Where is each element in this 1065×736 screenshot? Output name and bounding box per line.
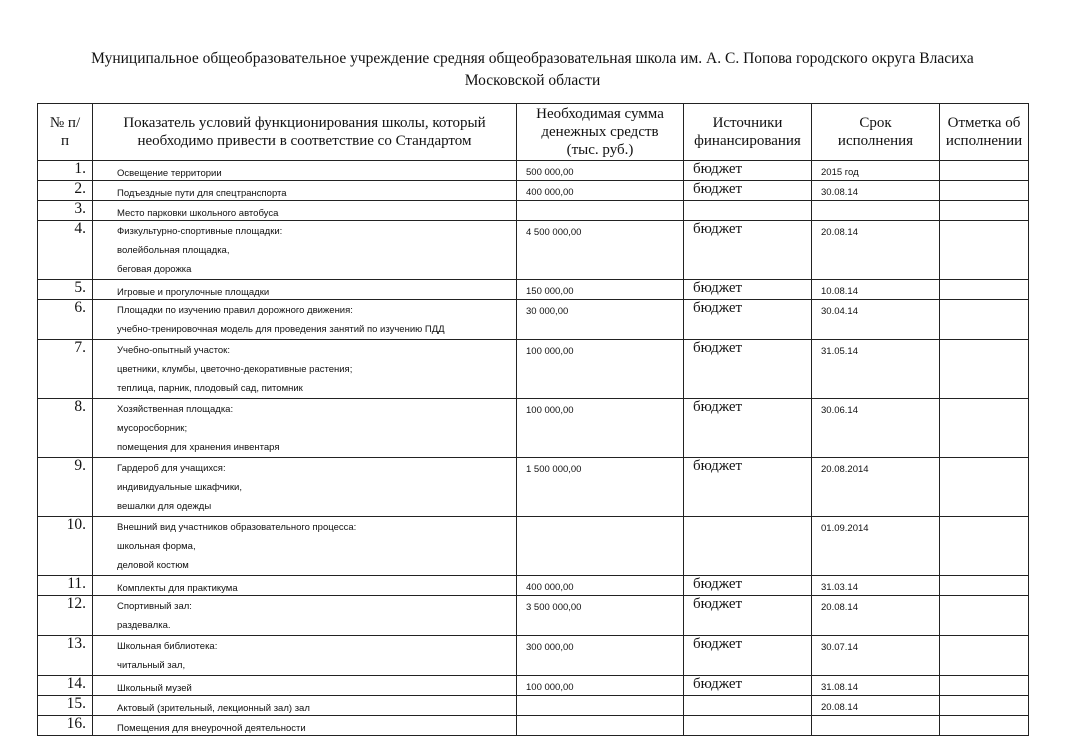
header-sum: Необходимая сумма денежных средств (тыс. руб.)	[517, 104, 684, 161]
indicator-line: Актовый (зрительный, лекционный зал) зал	[117, 703, 310, 714]
indicator-line: помещения для хранения инвентаря	[117, 442, 280, 453]
table-row	[38, 399, 1029, 458]
row-sum: 500 000,00	[517, 161, 684, 181]
indicator-line: Гардероб для учащихся:	[117, 463, 226, 474]
row-source: бюджет	[684, 221, 812, 280]
row-indicator	[93, 696, 517, 716]
indicator-line: Спортивный зал:	[117, 601, 192, 612]
row-mark	[940, 696, 1029, 716]
table-row	[38, 161, 1029, 181]
row-source: бюджет	[684, 458, 812, 517]
row-number: 12.	[38, 596, 93, 636]
indicator-line: Помещения для внеурочной деятельности	[117, 723, 306, 734]
row-mark	[940, 221, 1029, 280]
row-indicator	[93, 458, 517, 517]
row-source: бюджет	[684, 676, 812, 696]
row-mark	[940, 161, 1029, 181]
row-indicator	[93, 280, 517, 300]
row-term: 31.05.14	[812, 340, 940, 399]
header-num: № п/п	[38, 104, 93, 161]
indicator-line: волейбольная площадка,	[117, 245, 230, 256]
row-number: 3.	[38, 201, 93, 221]
table-row	[38, 201, 1029, 221]
row-sum: 1 500 000,00	[517, 458, 684, 517]
indicator-line: Подъездные пути для спецтранспорта	[117, 188, 287, 199]
row-source: бюджет	[684, 576, 812, 596]
row-number: 6.	[38, 300, 93, 340]
table-row	[38, 181, 1029, 201]
indicator-line: Внешний вид участников образовательного процесса:	[117, 522, 357, 533]
row-sum	[517, 716, 684, 736]
indicator-line: теплица, парник, плодовый сад, питомник	[117, 383, 303, 394]
row-indicator	[93, 517, 517, 576]
indicator-line: цветники, клумбы, цветочно-декоративные растения;	[117, 364, 353, 375]
row-source	[684, 696, 812, 716]
table-row	[38, 636, 1029, 676]
table-row	[38, 340, 1029, 399]
indicator-line: читальный зал,	[117, 660, 186, 671]
table-body	[38, 161, 1029, 736]
row-mark	[940, 399, 1029, 458]
row-mark	[940, 517, 1029, 576]
indicator-line: Физкультурно-спортивные площадки:	[117, 226, 283, 237]
indicator-line: беговая дорожка	[117, 264, 192, 275]
table-row	[38, 676, 1029, 696]
row-term	[812, 201, 940, 221]
row-sum: 30 000,00	[517, 300, 684, 340]
row-mark	[940, 596, 1029, 636]
row-term: 30.06.14	[812, 399, 940, 458]
row-source: бюджет	[684, 596, 812, 636]
row-mark	[940, 636, 1029, 676]
row-term: 31.03.14	[812, 576, 940, 596]
row-number: 7.	[38, 340, 93, 399]
row-term: 01.09.2014	[812, 517, 940, 576]
row-sum	[517, 201, 684, 221]
row-number: 10.	[38, 517, 93, 576]
row-mark	[940, 280, 1029, 300]
indicator-line: Комплекты для практикума	[117, 583, 238, 594]
row-indicator	[93, 596, 517, 636]
indicator-line: вешалки для одежды	[117, 501, 212, 512]
row-indicator	[93, 676, 517, 696]
row-sum: 150 000,00	[517, 280, 684, 300]
row-number: 11.	[38, 576, 93, 596]
row-indicator	[93, 340, 517, 399]
table-row	[38, 280, 1029, 300]
row-term: 20.08.14	[812, 696, 940, 716]
row-number: 13.	[38, 636, 93, 676]
document-title	[0, 48, 1065, 92]
row-sum: 300 000,00	[517, 636, 684, 676]
plan-table	[37, 103, 1029, 736]
row-mark	[940, 576, 1029, 596]
row-term: 10.08.14	[812, 280, 940, 300]
row-indicator	[93, 636, 517, 676]
row-term: 2015 год	[812, 161, 940, 181]
indicator-line: Игровые и прогулочные площадки	[117, 287, 270, 298]
row-indicator	[93, 181, 517, 201]
indicator-line: раздевалка.	[117, 620, 171, 631]
row-mark	[940, 458, 1029, 517]
table-row	[38, 300, 1029, 340]
row-source: бюджет	[684, 636, 812, 676]
row-sum: 4 500 000,00	[517, 221, 684, 280]
row-number: 5.	[38, 280, 93, 300]
row-sum	[517, 696, 684, 716]
table-row	[38, 517, 1029, 576]
row-number: 1.	[38, 161, 93, 181]
row-indicator	[93, 161, 517, 181]
header-term: Срок исполнения	[812, 104, 940, 161]
row-indicator	[93, 399, 517, 458]
row-mark	[940, 340, 1029, 399]
row-indicator	[93, 221, 517, 280]
row-source: бюджет	[684, 399, 812, 458]
row-mark	[940, 676, 1029, 696]
table-row	[38, 716, 1029, 736]
indicator-line: мусоросборник;	[117, 423, 188, 434]
indicator-line: индивидуальные шкафчики,	[117, 482, 242, 493]
table-row	[38, 696, 1029, 716]
table-row	[38, 576, 1029, 596]
row-indicator	[93, 300, 517, 340]
row-mark	[940, 300, 1029, 340]
indicator-line: Место парковки школьного автобуса	[117, 208, 279, 219]
row-number: 15.	[38, 696, 93, 716]
row-term: 30.04.14	[812, 300, 940, 340]
title-line-2: Московской области	[464, 72, 601, 89]
row-indicator	[93, 576, 517, 596]
row-source: бюджет	[684, 181, 812, 201]
row-term: 30.07.14	[812, 636, 940, 676]
header-source: Источники финансирования	[684, 104, 812, 161]
row-indicator	[93, 201, 517, 221]
row-term	[812, 716, 940, 736]
indicator-line: Школьная библиотека:	[117, 641, 218, 652]
row-number: 16.	[38, 716, 93, 736]
row-number: 14.	[38, 676, 93, 696]
row-mark	[940, 201, 1029, 221]
row-number: 8.	[38, 399, 93, 458]
row-term: 20.08.2014	[812, 458, 940, 517]
row-term: 20.08.14	[812, 596, 940, 636]
row-mark	[940, 716, 1029, 736]
indicator-line: Площадки по изучению правил дорожного движения:	[117, 305, 353, 316]
row-mark	[940, 181, 1029, 201]
indicator-line: Хозяйственная площадка:	[117, 404, 234, 415]
row-sum: 100 000,00	[517, 676, 684, 696]
row-sum: 400 000,00	[517, 181, 684, 201]
table-header-row	[38, 104, 1029, 161]
row-source: бюджет	[684, 340, 812, 399]
row-sum: 3 500 000,00	[517, 596, 684, 636]
row-term: 30.08.14	[812, 181, 940, 201]
indicator-line: деловой костюм	[117, 560, 189, 571]
row-sum: 100 000,00	[517, 340, 684, 399]
title-line-1: Муниципальное общеобразовательное учреждение средняя общеобразовательная школа им. А. С. Попова городского округа Власиха	[91, 50, 974, 67]
table-row	[38, 596, 1029, 636]
indicator-line: учебно-тренировочная модель для проведения занятий по изучению ПДД	[117, 324, 445, 335]
row-source: бюджет	[684, 161, 812, 181]
table-row	[38, 221, 1029, 280]
row-term: 31.08.14	[812, 676, 940, 696]
header-indicator: Показатель условий функционирования школы, который необходимо привести в соответствие со Стандартом	[93, 104, 517, 161]
row-number: 4.	[38, 221, 93, 280]
indicator-line: Учебно-опытный участок:	[117, 345, 230, 356]
row-sum: 100 000,00	[517, 399, 684, 458]
row-indicator	[93, 716, 517, 736]
row-source: бюджет	[684, 300, 812, 340]
row-source	[684, 201, 812, 221]
row-number: 9.	[38, 458, 93, 517]
table-row	[38, 458, 1029, 517]
row-term: 20.08.14	[812, 221, 940, 280]
indicator-line: Школьный музей	[117, 683, 192, 694]
indicator-line: Освещение территории	[117, 168, 222, 179]
row-number: 2.	[38, 181, 93, 201]
row-source	[684, 517, 812, 576]
indicator-line: школьная форма,	[117, 541, 196, 552]
row-source: бюджет	[684, 280, 812, 300]
row-sum: 400 000,00	[517, 576, 684, 596]
row-source	[684, 716, 812, 736]
header-mark: Отметка об исполнении	[940, 104, 1029, 161]
row-sum	[517, 517, 684, 576]
